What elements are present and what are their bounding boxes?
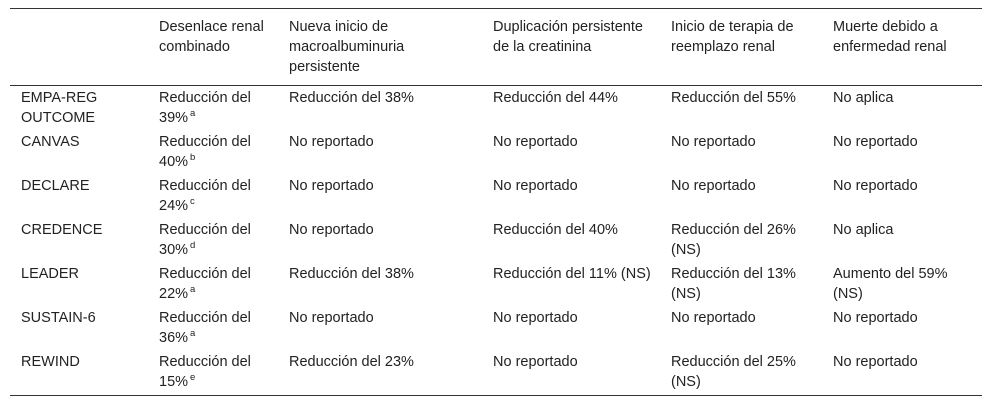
cell-replacement-therapy-text: Reducción del 25% (NS)	[671, 354, 796, 390]
cell-replacement-therapy-text: No reportado	[671, 310, 756, 326]
cell-macroalbuminuria	[278, 350, 482, 396]
table-row	[10, 174, 982, 218]
cell-macroalbuminuria-text: Reducción del 38%	[289, 266, 414, 282]
header-study	[10, 9, 148, 86]
cell-combined-outcome-text: Reducción del 15%	[159, 354, 251, 390]
cell-study	[10, 262, 148, 306]
cell-combined-outcome	[148, 130, 278, 174]
cell-renal-death-text: No reportado	[833, 134, 918, 150]
footnote-marker: a	[190, 328, 196, 340]
footnote-marker: e	[190, 372, 196, 384]
cell-study	[10, 174, 148, 218]
cell-macroalbuminuria-text: Reducción del 38%	[289, 90, 414, 106]
cell-combined-outcome	[148, 86, 278, 131]
cell-combined-outcome-text: Reducción del 22%	[159, 266, 251, 302]
cell-creatinine-doubling	[482, 174, 660, 218]
cell-study-text: EMPA-REG OUTCOME	[21, 90, 98, 126]
cell-creatinine-doubling	[482, 130, 660, 174]
footnote-marker: a	[190, 108, 196, 120]
cell-renal-death-text: No reportado	[833, 354, 918, 370]
cell-combined-outcome	[148, 306, 278, 350]
cell-study	[10, 350, 148, 396]
cell-replacement-therapy-text: Reducción del 26% (NS)	[671, 222, 796, 258]
cell-renal-death-text: No reportado	[833, 310, 918, 326]
cell-replacement-therapy	[660, 174, 822, 218]
cell-replacement-therapy-text: No reportado	[671, 134, 756, 150]
cell-study-text: DECLARE	[21, 178, 90, 194]
cell-macroalbuminuria	[278, 262, 482, 306]
cell-replacement-therapy-text: Reducción del 55%	[671, 90, 796, 106]
cell-macroalbuminuria	[278, 174, 482, 218]
table-header	[10, 9, 982, 86]
cell-study	[10, 86, 148, 131]
cell-replacement-therapy	[660, 262, 822, 306]
cell-creatinine-doubling-text: Reducción del 40%	[493, 222, 618, 238]
cell-creatinine-doubling-text: No reportado	[493, 178, 578, 194]
cell-renal-death	[822, 130, 982, 174]
cell-renal-death-text: No aplica	[833, 222, 894, 238]
cell-creatinine-doubling	[482, 86, 660, 131]
header-replacement-therapy: Inicio de terapia de reemplazo renal	[671, 19, 794, 55]
header-combined-outcome: Desenlace renal combinado	[159, 19, 264, 55]
cell-replacement-therapy-text: Reducción del 13% (NS)	[671, 266, 796, 302]
table-row	[10, 306, 982, 350]
cell-renal-death	[822, 262, 982, 306]
cell-renal-death-text: No reportado	[833, 178, 918, 194]
cell-creatinine-doubling-text: Reducción del 44%	[493, 90, 618, 106]
cell-study-text: LEADER	[21, 266, 80, 282]
cell-renal-death	[822, 350, 982, 396]
cell-creatinine-doubling-text: Reducción del 11% (NS)	[493, 266, 651, 282]
cell-renal-death-text: Aumento del 59% (NS)	[833, 266, 948, 302]
footnote-marker: c	[190, 196, 195, 208]
renal-outcomes-table	[10, 8, 982, 396]
table-row	[10, 130, 982, 174]
cell-replacement-therapy	[660, 218, 822, 262]
table-row	[10, 262, 982, 306]
footnote-marker: b	[190, 152, 196, 164]
cell-macroalbuminuria-text: No reportado	[289, 310, 374, 326]
cell-combined-outcome-text: Reducción del 40%	[159, 134, 251, 170]
cell-study	[10, 306, 148, 350]
cell-combined-outcome-text: Reducción del 24%	[159, 178, 251, 214]
cell-macroalbuminuria-text: Reducción del 23%	[289, 354, 414, 370]
cell-replacement-therapy	[660, 130, 822, 174]
cell-macroalbuminuria	[278, 218, 482, 262]
cell-study-text: CANVAS	[21, 134, 80, 150]
cell-study	[10, 130, 148, 174]
table-row	[10, 350, 982, 396]
cell-study-text: CREDENCE	[21, 222, 103, 238]
cell-macroalbuminuria	[278, 86, 482, 131]
renal-outcomes-table-container	[10, 8, 982, 396]
header-macroalbuminuria: Nueva inicio de macroalbuminuria persistente	[289, 19, 405, 75]
header-row	[10, 9, 982, 86]
cell-creatinine-doubling	[482, 306, 660, 350]
cell-creatinine-doubling	[482, 218, 660, 262]
cell-macroalbuminuria-text: No reportado	[289, 178, 374, 194]
cell-combined-outcome-text: Reducción del 36%	[159, 310, 251, 346]
cell-combined-outcome	[148, 218, 278, 262]
table-body	[10, 86, 982, 396]
cell-renal-death	[822, 174, 982, 218]
cell-replacement-therapy	[660, 306, 822, 350]
cell-macroalbuminuria-text: No reportado	[289, 222, 374, 238]
cell-combined-outcome	[148, 350, 278, 396]
cell-renal-death	[822, 306, 982, 350]
cell-renal-death	[822, 86, 982, 131]
cell-creatinine-doubling	[482, 350, 660, 396]
cell-creatinine-doubling-text: No reportado	[493, 354, 578, 370]
cell-creatinine-doubling-text: No reportado	[493, 134, 578, 150]
cell-macroalbuminuria	[278, 130, 482, 174]
cell-combined-outcome	[148, 174, 278, 218]
header-renal-death: Muerte debido a enfermedad renal	[833, 19, 947, 55]
table-row	[10, 86, 982, 131]
cell-macroalbuminuria-text: No reportado	[289, 134, 374, 150]
cell-replacement-therapy-text: No reportado	[671, 178, 756, 194]
cell-renal-death	[822, 218, 982, 262]
header-creatinine-doubling: Duplicación persistente de la creatinina	[493, 19, 643, 55]
cell-study	[10, 218, 148, 262]
cell-combined-outcome-text: Reducción del 39%	[159, 90, 251, 126]
cell-study-text: SUSTAIN-6	[21, 310, 96, 326]
cell-combined-outcome-text: Reducción del 30%	[159, 222, 251, 258]
cell-replacement-therapy	[660, 86, 822, 131]
cell-combined-outcome	[148, 262, 278, 306]
cell-renal-death-text: No aplica	[833, 90, 894, 106]
cell-creatinine-doubling-text: No reportado	[493, 310, 578, 326]
cell-study-text: REWIND	[21, 354, 80, 370]
cell-replacement-therapy	[660, 350, 822, 396]
footnote-marker: d	[190, 240, 196, 252]
cell-creatinine-doubling	[482, 262, 660, 306]
table-row	[10, 218, 982, 262]
cell-macroalbuminuria	[278, 306, 482, 350]
footnote-marker: a	[190, 284, 196, 296]
